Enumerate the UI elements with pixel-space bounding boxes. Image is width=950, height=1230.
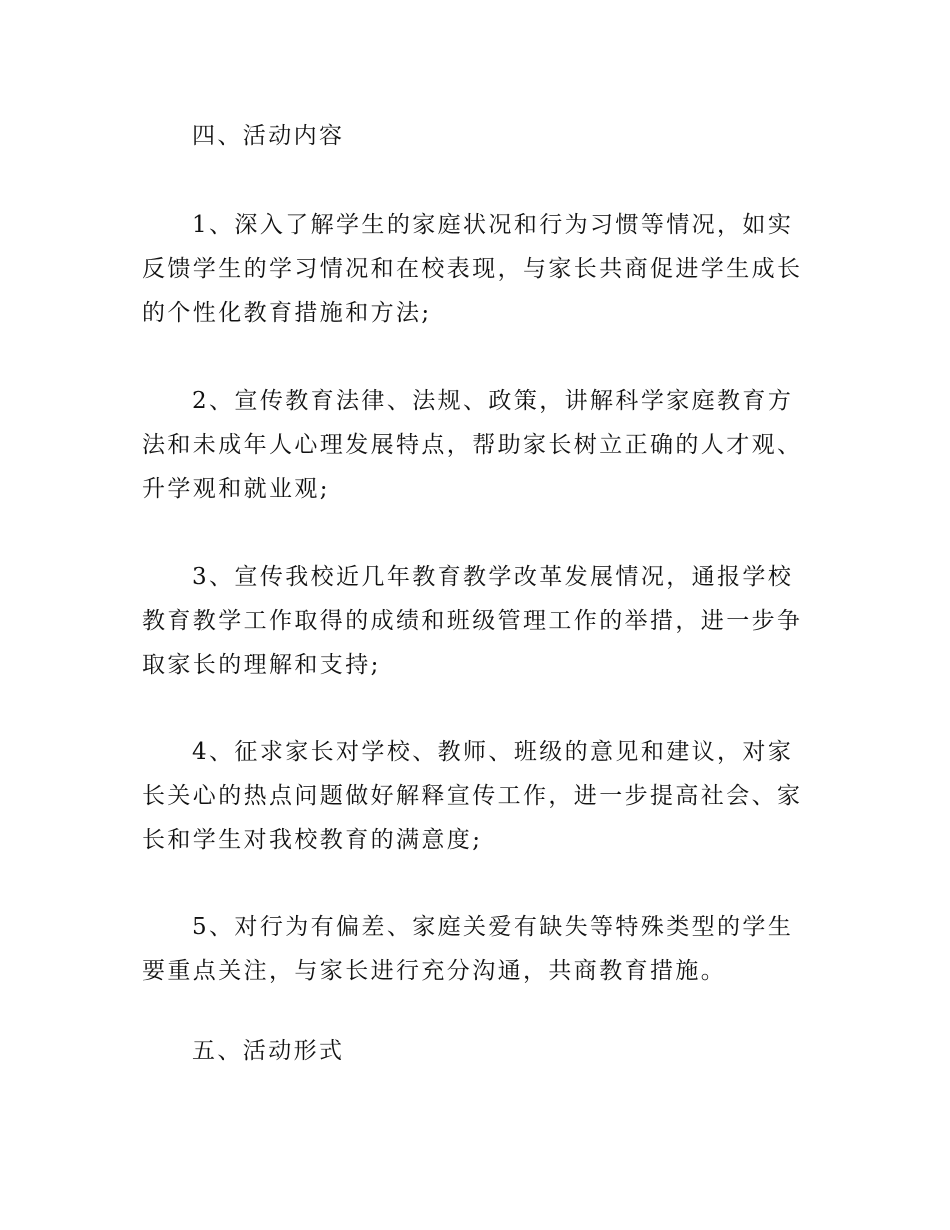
content-item-1: 1、深入了解学生的家庭状况和行为习惯等情况，如实反馈学生的学习情况和在校表现，与家长共商促进学生成长的个性化教育措施和方法;	[142, 212, 803, 326]
section-heading-activity-content: 四、活动内容	[192, 123, 345, 149]
content-item-2: 2、宣传教育法律、法规、政策，讲解科学家庭教育方法和未成年人心理发展特点，帮助家长树立正确的人才观、升学观和就业观;	[142, 388, 803, 502]
content-item-3: 3、宣传我校近几年教育教学改革发展情况，通报学校教育教学工作取得的成绩和班级管理工作的举措，进一步争取家长的理解和支持;	[142, 564, 803, 678]
section-heading-activity-format: 五、活动形式	[192, 1038, 345, 1064]
content-item-5: 5、对行为有偏差、家庭关爱有缺失等特殊类型的学生要重点关注，与家长进行充分沟通，共商教育措施。	[142, 914, 794, 984]
content-item-4: 4、征求家长对学校、教师、班级的意见和建议，对家长关心的热点问题做好解释宣传工作，进一步提高社会、家长和学生对我校教育的满意度;	[142, 739, 803, 853]
